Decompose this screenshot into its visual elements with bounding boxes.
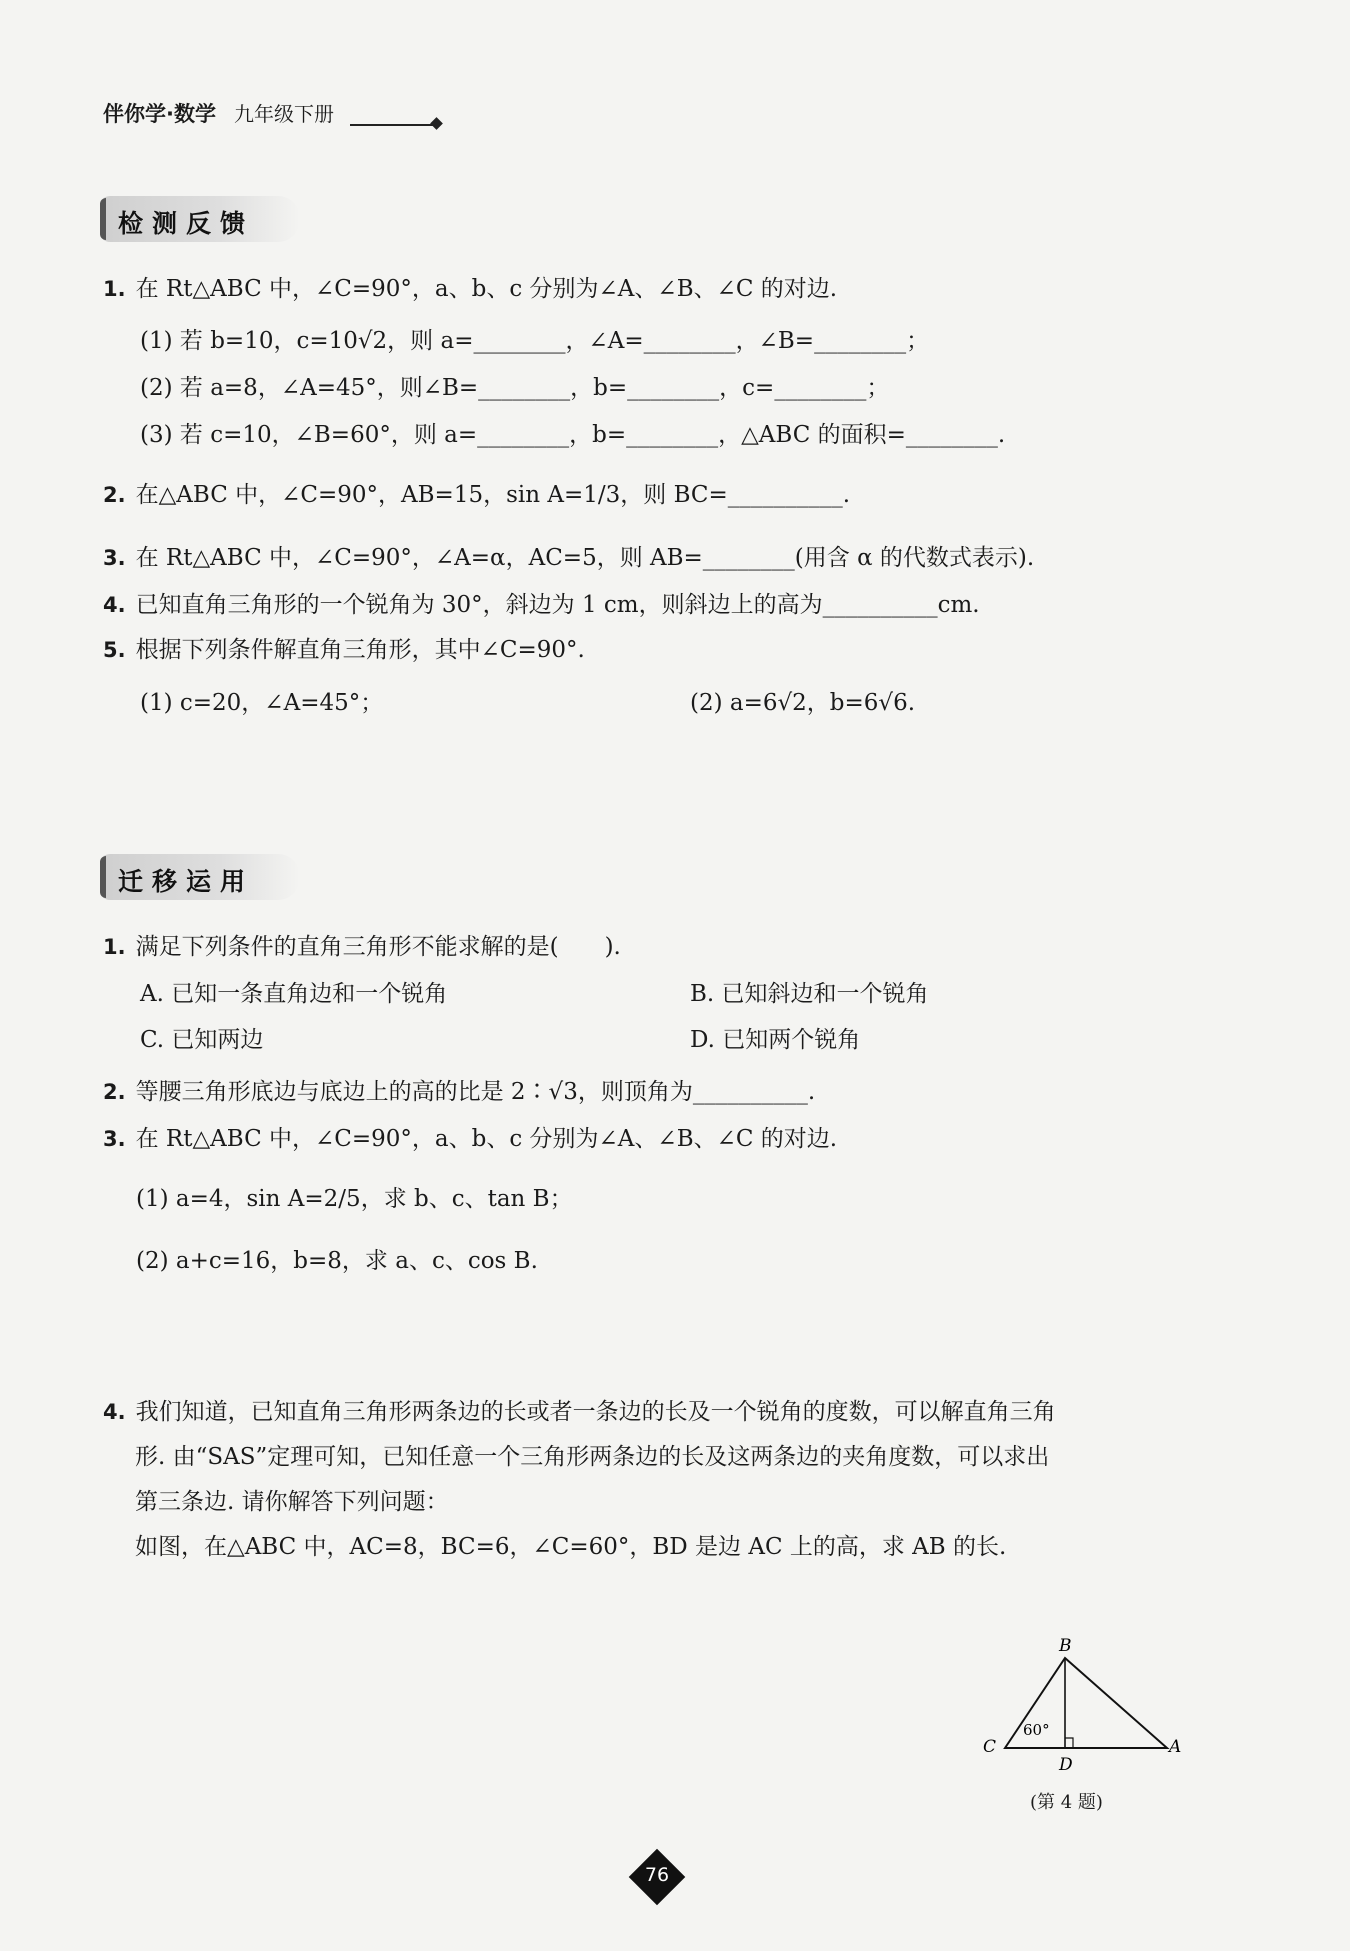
question-4: 4. 我们知道，已知直角三角形两条边的长或者一条边的长及一个锐角的度数，可以解直角三角 形. 由“SAS”定理可知，已知任意一个三角形两条边的长及这两条边的夹角度数，可以求出 第三条边. 请你解答下列问题： 如图，在△ABC 中，AC=8，BC=6，∠C=60°，BD 是边 AC 上的高，求 AB 的长. (103, 1399, 1056, 1560)
question-3: 3. 在 Rt△ABC 中，∠C=90°，∠A=α，AC=5，则 AB=________(用含 α 的代数式表示). (103, 545, 1035, 571)
page-number: 76 (644, 1864, 670, 1886)
option-d: D. 已知两个锐角 (690, 1027, 861, 1053)
label-a: A (1169, 1737, 1182, 1757)
option-b: B. 已知斜边和一个锐角 (690, 981, 929, 1007)
header-diamond-icon (430, 117, 443, 130)
question-3-part-1: (1) a=4，sin A=2/5，求 b、c、tan B； (136, 1186, 573, 1212)
option-a: A. 已知一条直角边和一个锐角 (140, 981, 448, 1007)
question-1-part-1: (1) 若 b=10，c=10√2，则 a=________，∠A=________，∠B=________； (140, 328, 930, 354)
book-title: 伴你学·数学 (103, 102, 216, 126)
question-5-part-1: (1) c=20，∠A=45°； (140, 690, 384, 716)
section-title: 迁移运用 (118, 867, 255, 896)
question-2: 2. 等腰三角形底边与底边上的高的比是 2∶√3，则顶角为__________. (103, 1079, 816, 1105)
label-b: B (1059, 1636, 1072, 1656)
question-3-part-2: (2) a+c=16，b=8，求 a、c、cos B. (136, 1248, 538, 1274)
book-header (103, 98, 334, 128)
label-d: D (1059, 1755, 1073, 1775)
triangle-figure (975, 1628, 1195, 1778)
question-1-part-3: (3) 若 c=10，∠B=60°，则 a=________，b=________，△ABC 的面积=________. (140, 422, 1006, 448)
question-5-part-2: (2) a=6√2，b=6√6. (690, 690, 916, 716)
section-badge-feedback (100, 196, 300, 242)
section-title: 检测反馈 (118, 209, 255, 238)
question-4: 4. 已知直角三角形的一个锐角为 30°，斜边为 1 cm，则斜边上的高为__________cm. (103, 592, 980, 618)
grade-label: 九年级下册 (233, 102, 334, 126)
question-3: 3. 在 Rt△ABC 中，∠C=90°，a、b、c 分别为∠A、∠B、∠C 的对边. (103, 1126, 838, 1152)
option-c: C. 已知两边 (140, 1027, 264, 1053)
label-c: C (983, 1737, 997, 1757)
question-5: 5. 根据下列条件解直角三角形，其中∠C=90°. (103, 637, 585, 663)
angle-label: 60° (1023, 1721, 1050, 1739)
question-1: 1. 满足下列条件的直角三角形不能求解的是( ). (103, 934, 621, 960)
right-angle-mark (1065, 1738, 1073, 1748)
question-2: 2. 在△ABC 中，∠C=90°，AB=15，sin A=1/3，则 BC=__________. (103, 482, 851, 508)
section-badge-application (100, 854, 300, 900)
figure-caption: (第 4 题) (1030, 1792, 1103, 1813)
header-rule (350, 124, 438, 126)
question-1: 1. 在 Rt△ABC 中，∠C=90°，a、b、c 分别为∠A、∠B、∠C 的对边. (103, 276, 838, 302)
question-1-part-2: (2) 若 a=8，∠A=45°，则∠B=________，b=________，c=________； (140, 375, 890, 401)
